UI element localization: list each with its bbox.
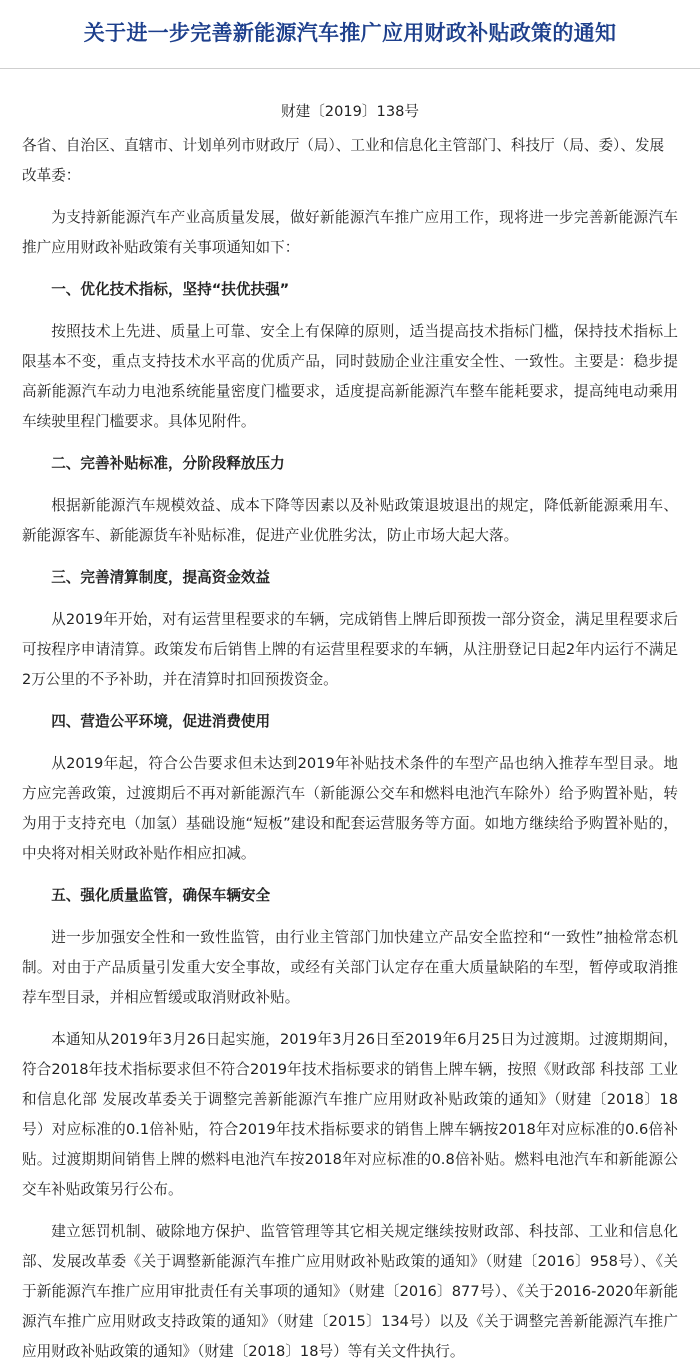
document-body <box>0 97 700 1367</box>
closing-paragraph: 建立惩罚机制、破除地方保护、监管管理等其它相关规定继续按财政部、科技部、工业和信息化部、发展改革委《关于调整新能源汽车推广应用财政补贴政策的通知》（财建〔2016〕958号）、《关于新能源汽车推广应用审批责任有关事项的通知》（财建〔2016〕877号）、《关于2016-2020年新能源汽车推广应用财政支持政策的通知》（财建〔2015〕134号）以及《关于调整完善新能源汽车推广应用财政补贴政策的通知》（财建〔2018〕18号）等有关文件执行。 <box>22 1223 678 1360</box>
section-heading-5: 五、强化质量监管，确保车辆安全 <box>51 887 271 904</box>
section-heading-2: 二、完善补贴标准，分阶段释放压力 <box>51 455 285 472</box>
document-number: 财建〔2019〕138号 <box>281 103 419 120</box>
title-divider <box>0 68 700 69</box>
section-body-2: 根据新能源汽车规模效益、成本下降等因素以及补贴政策退坡退出的规定，降低新能源乘用车、新能源客车、新能源货车补贴标准，促进产业优胜劣汰，防止市场大起大落。 <box>22 497 678 544</box>
section-body-3: 从2019年开始，对有运营里程要求的车辆，完成销售上牌后即预拨一部分资金，满足里程要求后可按程序申请清算。政策发布后销售上牌的有运营里程要求的车辆，从注册登记日起2年内运行不满足2万公里的不予补助，并在清算时扣回预拨资金。 <box>22 611 678 688</box>
title-bar <box>0 0 700 64</box>
section-body-1: 按照技术上先进、质量上可靠、安全上有保障的原则，适当提高技术指标门槛，保持技术指标上限基本不变，重点支持技术水平高的优质产品，同时鼓励企业注重安全性、一致性。主要是：稳步提高新能源汽车动力电池系统能量密度门槛要求，适度提高新能源汽车整车能耗要求，提高纯电动乘用车续驶里程门槛要求。具体见附件。 <box>22 323 678 430</box>
section-heading-1: 一、优化技术指标，坚持“扶优扶强” <box>51 281 290 298</box>
section-heading-4: 四、营造公平环境，促进消费使用 <box>51 713 271 730</box>
addressee: 各省、自治区、直辖市、计划单列市财政厅（局）、工业和信息化主管部门、科技厅（局、委）、发展改革委： <box>22 137 665 184</box>
transition-paragraph: 本通知从2019年3月26日起实施，2019年3月26日至2019年6月25日为过渡期。过渡期期间，符合2018年技术指标要求但不符合2019年技术指标要求的销售上牌车辆，按照《财政部 科技部 工业和信息化部 发展改革委关于调整完善新能源汽车推广应用财政补贴政策的通知》（财建〔2018〕18号）对应标准的0.1倍补贴，符合2019年技术指标要求的销售上牌车辆按2018年对应标准的0.6倍补贴。过渡期期间销售上牌的燃料电池汽车按2018年对应标准的0.8倍补贴。燃料电池汽车和新能源公交车补贴政策另行公布。 <box>22 1031 678 1198</box>
page-title: 关于进一步完善新能源汽车推广应用财政补贴政策的通知 <box>83 21 617 45</box>
section-body-5: 进一步加强安全性和一致性监管，由行业主管部门加快建立产品安全监控和“一致性”抽检常态机制。对由于产品质量引发重大安全事故，或经有关部门认定存在重大质量缺陷的车型，暂停或取消推荐车型目录，并相应暂缓或取消财政补贴。 <box>22 929 678 1006</box>
section-heading-3: 三、完善清算制度，提高资金效益 <box>51 569 271 586</box>
section-body-4: 从2019年起，符合公告要求但未达到2019年补贴技术条件的车型产品也纳入推荐车型目录。地方应完善政策，过渡期后不再对新能源汽车（新能源公交车和燃料电池汽车除外）给予购置补贴，转为用于支持充电（加氢）基础设施“短板”建设和配套运营服务等方面。如地方继续给予购置补贴的，中央将对相关财政补贴作相应扣减。 <box>22 755 678 862</box>
intro-paragraph: 为支持新能源汽车产业高质量发展，做好新能源汽车推广应用工作，现将进一步完善新能源汽车推广应用财政补贴政策有关事项通知如下： <box>22 209 678 256</box>
